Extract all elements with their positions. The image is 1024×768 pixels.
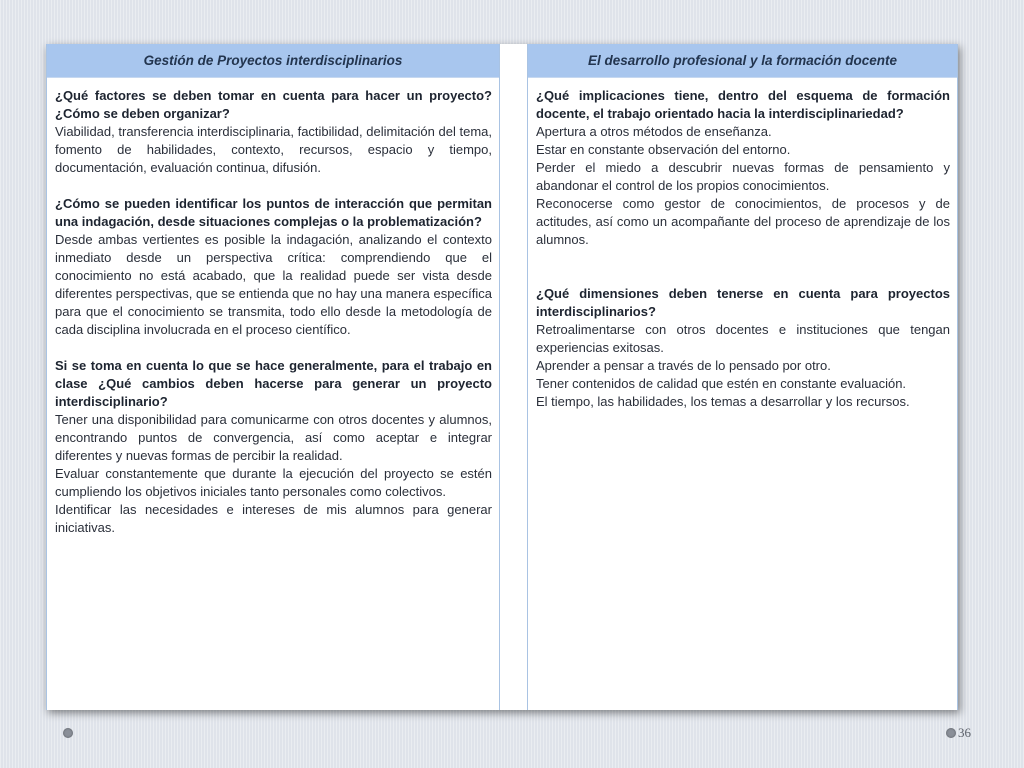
section-answer: Retroalimentarse con otros docentes e instituciones que tengan experiencias exitosas. [536,322,950,355]
section-answer: El tiempo, las habilidades, los temas a desarrollar y los recursos. [536,394,910,409]
right-footer-dot-icon [946,728,956,738]
section-answer: Viabilidad, transferencia interdisciplinaria, factibilidad, delimitación del tema, fomento de habilidades, contexto, recursos, espacio y tiempo, documentación, evaluación continua, difusión. [55,124,492,175]
section-question: ¿Qué dimensiones deben tenerse en cuenta para proyectos interdisciplinarios? [536,286,950,319]
left-section-3 [55,357,492,537]
page-number: 36 [958,725,971,740]
left-panel-header: Gestión de Proyectos interdisciplinarios [47,44,499,78]
left-panel-body [47,78,499,537]
section-answer: Desde ambas vertientes es posible la indagación, analizando el contexto inmediato desde un perspectiva crítica: comprendiendo que el conocimiento no está acabado, que la realidad puede ser vista desde diferentes perspectivas, que se entienda que no hay una manera específica para que el conocimiento se transmita, todo ello desde la metodología de cada disciplina involucrada en el proceso científico. [55,232,492,337]
section-answer: Perder el miedo a descubrir nuevas formas de pensamiento y abandonar el control de los propios conocimientos. [536,160,950,193]
section-answer: Identificar las necesidades e intereses de mis alumnos para generar iniciativas. [55,502,492,535]
right-section-2 [536,285,950,411]
left-section-1 [55,87,492,177]
right-section-1 [536,87,950,249]
section-answer: Aprender a pensar a través de lo pensado por otro. [536,358,831,373]
section-answer: Tener una disponibilidad para comunicarme con otros docentes y alumnos, encontrando puntos de convergencia, así como aceptar e integrar diferentes y nuevas formas de percibir la realidad. [55,412,492,463]
right-panel-body [528,78,957,411]
section-answer: Estar en constante observación del entorno. [536,142,791,157]
section-question: ¿Cómo se pueden identificar los puntos de interacción que permitan una indagación, desde situaciones complejas o la problematización? [55,196,492,229]
right-panel [527,44,958,710]
section-answer: Evaluar constantemente que durante la ejecución del proyecto se estén cumpliendo los objetivos iniciales tanto personales como colectivos. [55,466,492,499]
left-panel [46,44,500,710]
section-question: Si se toma en cuenta lo que se hace generalmente, para el trabajo en clase ¿Qué cambios deben hacerse para generar un proyecto interdisciplinario? [55,358,492,409]
left-footer-dot-icon [63,728,73,738]
section-question: ¿Qué implicaciones tiene, dentro del esquema de formación docente, el trabajo orientado hacia la interdisciplinariedad? [536,88,950,121]
right-panel-header: El desarrollo profesional y la formación docente [528,44,957,78]
section-answer: Tener contenidos de calidad que estén en constante evaluación. [536,376,907,391]
slide-content [46,44,958,710]
panel-gutter [500,44,527,710]
section-answer: Reconocerse como gestor de conocimientos, de procesos y de actitudes, así como un acompañante del proceso de aprendizaje de los alumnos. [536,196,950,247]
section-question: ¿Qué factores se deben tomar en cuenta para hacer un proyecto? ¿Cómo se deben organizar? [55,88,492,121]
section-answer: Apertura a otros métodos de enseñanza. [536,124,772,139]
left-section-2 [55,195,492,339]
